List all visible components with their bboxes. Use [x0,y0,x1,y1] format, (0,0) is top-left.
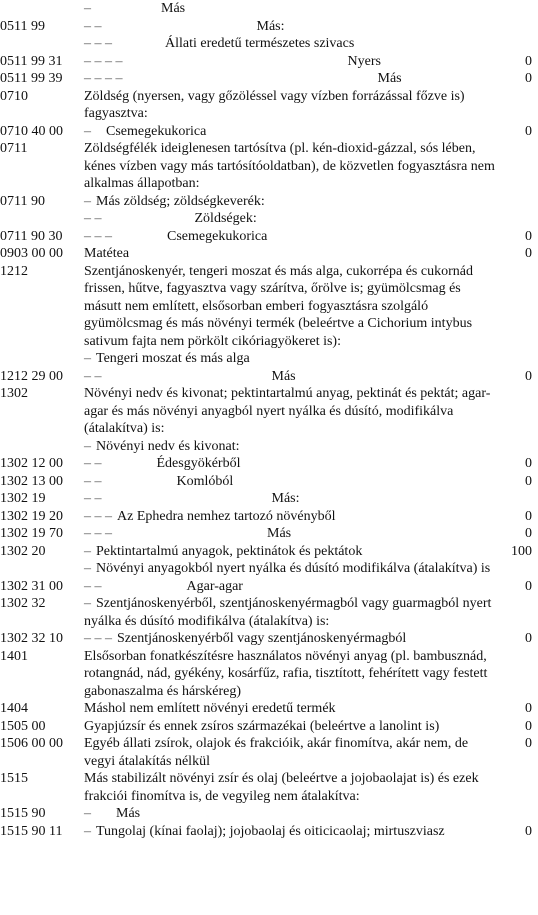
tariff-description [84,543,498,561]
table-row [0,228,538,246]
tariff-code: 0711 90 [0,193,45,209]
tariff-description [84,193,498,211]
table-row [0,368,538,386]
tariff-code: 0710 40 00 [0,123,63,139]
table-row [0,70,538,88]
table-row [0,630,538,648]
indent-dash: – – [84,491,102,506]
table-row [0,455,538,473]
description-text: Más [377,71,402,86]
table-row [0,123,538,141]
tariff-description [84,473,498,491]
indent-dash: – – [84,368,102,384]
tariff-description [84,630,498,648]
tariff-code: 1505 00 [0,718,46,734]
tariff-code: 1401 [0,648,28,664]
table-row [0,193,538,211]
table-row [0,35,538,53]
indent-dash: – [84,1,91,16]
tariff-description [84,648,498,701]
description-text: Pektintartalmú anyagok, pektinátok és pektátok [96,543,363,559]
description-text: Gyapjúzsír és ennek zsíros származékai (beleértve a lanolint is) [84,718,440,734]
table-row [0,543,538,561]
tariff-description [84,560,498,578]
tariff-description [84,88,498,123]
table-row [0,770,538,805]
table-row [0,560,538,578]
indent-dash: – – [84,578,102,594]
table-row [0,578,538,596]
tariff-code: 1212 [0,263,28,279]
tariff-code: 1515 90 [0,806,46,821]
description-text: Növényi nedv és kivonat: [96,438,240,454]
tariff-description [84,123,498,141]
description-text: Más zöldség; zöldségkeverék: [96,193,265,209]
table-row [0,0,538,18]
tariff-code: 0511 99 [0,18,45,34]
indent-dash: – [84,561,91,576]
tariff-code: 0710 [0,88,28,104]
table-row [0,823,538,841]
duty-rate: 0 [525,246,532,261]
tariff-description [84,140,498,193]
indent-dash: – [84,438,91,454]
tariff-code: 0903 00 00 [0,246,63,261]
description-text: Növényi anyagokból nyert nyálka és dúsító modifikálva (átalakítva) is [96,561,491,576]
table-row [0,53,538,71]
tariff-description [84,228,498,246]
indent-dash: – [84,543,91,559]
tariff-description [84,0,498,18]
table-row [0,140,538,193]
tariff-code: 1515 90 11 [0,823,63,839]
duty-rate: 0 [525,228,532,244]
description-text: Komlóból [176,473,234,489]
indent-dash: – – [84,18,102,34]
tariff-description [84,263,498,351]
description-text: Az Ephedra nemhez tartozó növényből [117,508,336,524]
tariff-code: 1302 20 [0,543,46,559]
tariff-description [84,35,498,53]
table-row [0,385,538,438]
description-text: Zöldség (nyersen, vagy gőzöléssel vagy vízben forrázással főzve is) fagyasztva: [84,88,465,121]
tariff-description [84,70,498,88]
tariff-code: 1404 [0,701,28,716]
description-text: Szentjánoskenyérből, szentjánoskenyérmagból vagy guarmagból nyert nyálka és dúsító modifikálva (átalakítva) is: [84,596,492,629]
description-text: Növényi nedv és kivonat; pektintartalmú anyag, pektinát és pektát; agar-agar és más növényi anyagból nyert nyálka és dúsító, modifikálva (átalakítva) is: [84,386,491,436]
tariff-code: 1212 29 00 [0,368,63,384]
duty-rate: 0 [525,631,532,646]
duty-rate: 0 [525,578,532,594]
tariff-code: 1302 [0,386,28,401]
duty-rate: 0 [525,736,532,751]
description-text: Más [271,368,296,384]
description-text: Szentjánoskenyér, tengeri moszat és más alga, cukorrépa és cukornád frissen, hűtve, fagyasztva vagy szárítva, őrölve is; gyümölcsmag és másutt nem említett, elsősorban emberi fogyasztásra szolgáló gyümölcsmag és más növényi termék (beleértve a Cichorium intybus sativum fajta nem pörkölt cikóriagyökeret is): [84,263,473,349]
duty-rate: 0 [525,701,532,716]
description-text: Más: [271,491,300,506]
tariff-description [84,53,498,71]
duty-rate: 0 [525,526,532,541]
tariff-code: 0711 [0,141,28,156]
description-text: Más: [256,18,285,34]
description-text: Más stabilizált növényi zsír és olaj (beleértve a jojobaolajat is) és ezek frakciói finomítva is, de vegyileg nem átalakítva: [84,771,479,804]
description-text: Tungolaj (kínai faolaj); jojobaolaj és oiticicaolaj; mirtuszviasz [96,823,445,839]
table-row [0,508,538,526]
table-row [0,490,538,508]
duty-rate: 0 [525,53,532,69]
description-text: Édesgyökérből [156,456,241,471]
indent-dash: – – – [84,631,112,646]
duty-rate: 0 [525,456,532,471]
table-row [0,735,538,770]
indent-dash: – [84,193,91,209]
duty-rate: 0 [525,123,532,139]
duty-rate: 0 [525,368,532,384]
description-text: Zöldségek: [194,211,257,226]
indent-dash: – [84,806,91,821]
indent-dash: – – – – [84,71,123,86]
tariff-description [84,210,498,228]
table-row [0,88,538,123]
description-text: Csemegekukorica [106,123,207,139]
tariff-code: 0511 99 39 [0,71,63,86]
tariff-description [84,718,498,736]
tariff-description [84,245,498,263]
tariff-description [84,368,498,386]
table-row [0,648,538,701]
table-row [0,805,538,823]
tariff-description [84,455,498,473]
tariff-code: 1302 19 70 [0,526,63,541]
tariff-description [84,735,498,770]
table-row [0,18,538,36]
description-text: Matétea [84,246,130,261]
description-text: Elsősorban fonatkészítésre használatos növényi anyag (pl. bambusznád, rotangnád, nád, gyékény, kosárfűz, rafia, tisztított, fehérített vagy festett gabonaszalma és hárskéreg) [84,648,488,699]
tariff-description [84,525,498,543]
description-text: Csemegekukorica [167,228,268,244]
description-text: Állati eredetű természetes szivacs [165,36,355,51]
duty-rate: 0 [525,718,532,734]
description-text: Tengeri moszat és más alga [96,351,250,366]
tariff-description [84,578,498,596]
table-row [0,473,538,491]
indent-dash: – – – [84,526,112,541]
tariff-description [84,823,498,841]
description-text: Zöldségfélék ideiglenesen tartósítva (pl. kén-dioxid-gázzal, sós lében, kénes vízben vagy más tartósítóoldatban), de közvetlen fogyasztásra nem alkalmas állapotban: [84,141,495,191]
tariff-code: 1515 [0,771,28,786]
tariff-description [84,508,498,526]
tariff-code: 1302 12 00 [0,456,63,471]
description-text: Szentjánoskenyérből vagy szentjánoskenyérmagból [117,631,407,646]
tariff-description [84,438,498,456]
table-row [0,700,538,718]
tariff-description [84,700,498,718]
indent-dash: – – – [84,508,112,524]
tariff-code: 1302 13 00 [0,473,63,489]
duty-rate: 0 [525,823,532,839]
tariff-description [84,350,498,368]
tariff-description [84,490,498,508]
description-text: Máshol nem említett növényi eredetű termék [84,701,336,716]
indent-dash: – [84,123,91,139]
tariff-description [84,18,498,36]
tariff-description [84,385,498,438]
tariff-code: 1506 00 00 [0,736,63,751]
indent-dash: – – [84,211,102,226]
description-text: Más [116,806,141,821]
tariff-description [84,595,498,630]
indent-dash: – – – [84,36,112,51]
duty-rate: 0 [525,71,532,86]
tariff-code: 0711 90 30 [0,228,63,244]
description-text: Nyers [347,53,381,69]
indent-dash: – [84,823,91,839]
indent-dash: – – – [84,228,112,244]
table-row [0,525,538,543]
description-text: Agar-agar [186,578,243,594]
table-row [0,595,538,630]
indent-dash: – [84,596,91,611]
table-row [0,718,538,736]
tariff-code: 1302 19 [0,491,46,506]
indent-dash: – – [84,473,102,489]
table-row [0,245,538,263]
tariff-code: 1302 31 00 [0,578,63,594]
table-row [0,210,538,228]
description-text: Egyéb állati zsírok, olajok és frakcióik, akár finomítva, akár nem, de vegyi átalakítás nélkül [84,736,469,769]
tariff-code: 1302 32 10 [0,631,63,646]
table-row [0,263,538,351]
duty-rate: 0 [525,473,532,489]
tariff-description [84,770,498,805]
tariff-code: 1302 19 20 [0,508,63,524]
indent-dash: – – – – [84,53,123,69]
description-text: Más [267,526,292,541]
table-row [0,438,538,456]
tariff-code: 0511 99 31 [0,53,63,69]
table-row [0,350,538,368]
indent-dash: – – [84,456,102,471]
tariff-code: 1302 32 [0,596,46,611]
tariff-description [84,805,498,823]
duty-rate: 0 [525,508,532,524]
indent-dash: – [84,351,91,366]
description-text: Más [161,1,186,16]
duty-rate: 100 [511,543,532,559]
